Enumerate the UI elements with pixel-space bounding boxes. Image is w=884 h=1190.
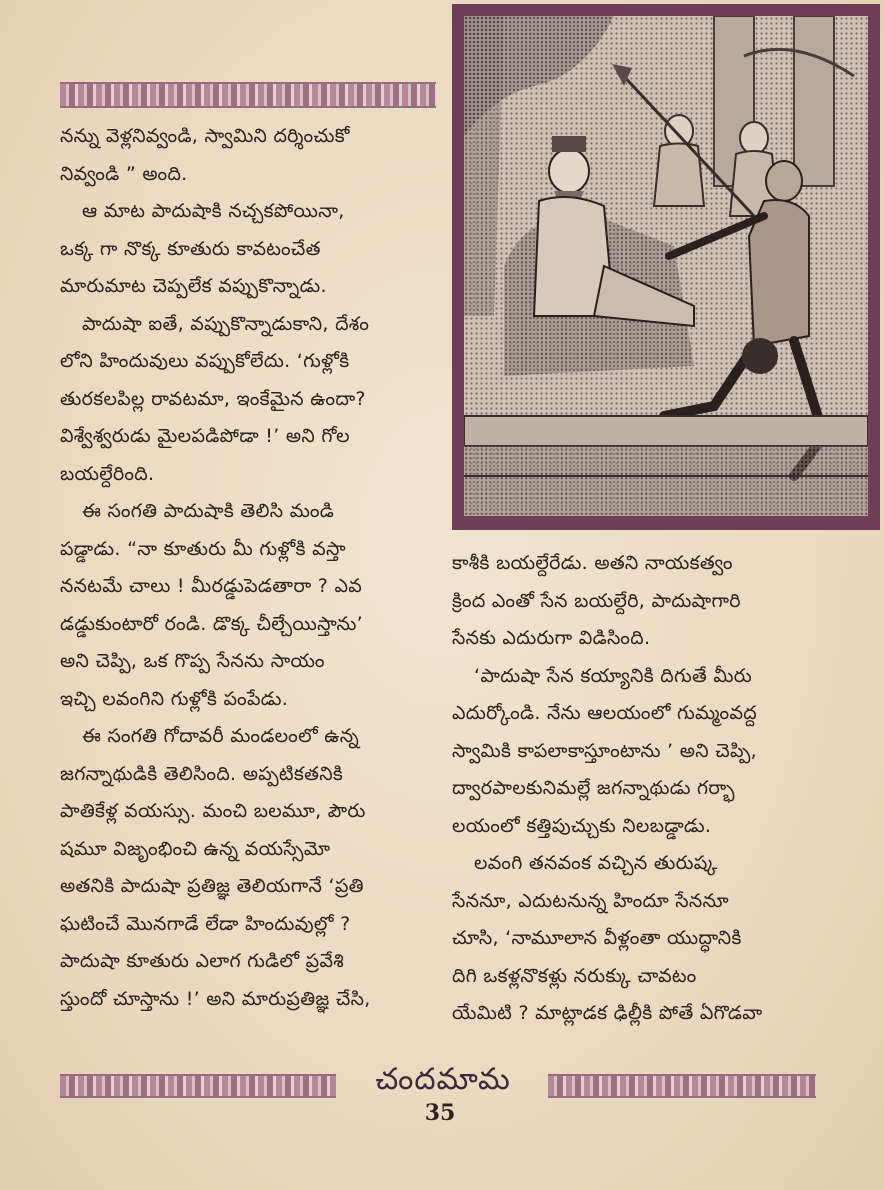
text-line: స్తుందో చూస్తాను !’ అని మారుప్రతిజ్ఞ చేసి,: [60, 987, 371, 1010]
text-line: సేనకు ఎదురుగా విడిసింది.: [452, 627, 651, 649]
text-line: క్రింద ఎంతో సేన బయల్దేరి, పాదుషాగారి: [452, 589, 741, 612]
text-line: అని చెప్పి, ఒక గొప్ప సేనను సాయం: [60, 650, 325, 672]
story-illustration: [452, 4, 880, 530]
text-line: పాతికేళ్ల వయస్సు. మంచి బలమూ, పౌరు: [60, 800, 366, 822]
text-line: లోని హిందువులు వప్పుకోలేదు. ‘గుళ్లోకి: [60, 350, 350, 372]
text-line: అతనికి పాదుషా ప్రతిజ్ఞ తెలియగానే ‘ప్రతి: [60, 875, 364, 897]
text-line: డడ్డుకుంటారో రండి. డొక్క చీల్చేయిస్తాను’: [60, 612, 364, 635]
text-line: తురకలపిల్ల రావటమా, ఇంకేమైన ఉందా?: [60, 387, 366, 410]
left-text-column: [60, 118, 436, 1018]
text-line: బయల్దేరింది.: [60, 462, 155, 485]
text-line: యేమిటి ? మాట్లాడక ఢిల్లీకి పోతే ఏగొడవా: [452, 1002, 763, 1024]
text-line: ననటమే చాలు ! మీరడ్డుపెడతారా ? ఎవ: [60, 575, 363, 597]
paragraph-start-line: ‘పాదుషా సేన కయ్యానికి దిగుతే మీరు: [474, 664, 752, 687]
paragraph-start-line: ఈ సంగతి పాదుషాకి తెలిసి మండి: [82, 500, 335, 522]
text-line: ఒక్క గా నొక్క కూతురు కావటంచేత: [60, 237, 321, 260]
text-line: సేననూ, ఎదుటనున్న హిందూ సేననూ: [452, 889, 729, 912]
text-line: నన్ను వెళ్లనివ్వండి, స్వామిని దర్శించుకో: [60, 125, 350, 147]
text-line: విశ్వేశ్వరుడు మైలపడిపోడా !’ అని గోల: [60, 425, 350, 447]
text-line: లయంలో కత్తిపుచ్చుకు నిలబడ్డాడు.: [452, 814, 712, 837]
text-line: షమూ విజృంభించి ఉన్న వయస్సేమో: [60, 837, 331, 860]
text-line: ఇచ్చి లవంగిని గుళ్లోకి పంపేడు.: [60, 687, 289, 710]
decorative-border-footer-left: [60, 1074, 336, 1098]
text-line: ఘటించే మొనగాడే లేడా హిందువుల్లో ?: [60, 912, 351, 935]
magazine-title: చందమామ: [375, 1062, 511, 1097]
illustration-drawing: [464, 16, 868, 516]
text-line: మారుమాట చెప్పలేక వప్పుకొన్నాడు.: [60, 275, 327, 297]
text-line: ద్వారపాలకునిమల్లే జగన్నాథుడు గర్భా: [452, 777, 735, 799]
page-number: 35: [424, 1100, 456, 1126]
text-line: కాశీకి బయల్దేరేడు. అతని నాయకత్వం: [452, 552, 733, 574]
text-line: నివ్వండి ” అంది.: [60, 162, 188, 185]
text-line: పడ్డాడు. “నా కూతురు మీ గుళ్లోకి వస్తా: [60, 537, 346, 560]
text-line: స్వామికి కాపలాకాస్తూంటాను ’ అని చెప్పి,: [452, 739, 757, 762]
decorative-border-top: [60, 82, 436, 108]
text-line: దిగి ఒకళ్లనొకళ్లు నరుక్కు చావటం: [452, 964, 697, 987]
text-line: పాదుషా కూతురు ఎలాగ గుడిలో ప్రవేశి: [60, 950, 345, 972]
text-line: ఎదుర్కోండి. నేను ఆలయంలో గుమ్మంవద్ద: [452, 702, 758, 724]
right-text-column: [452, 545, 822, 1033]
paragraph-start-line: ఈ సంగతి గోదావరీ మండలంలో ఉన్న: [82, 725, 360, 747]
decorative-border-footer-right: [548, 1074, 816, 1098]
paragraph-start-line: పాదుషా ఐతే, వప్పుకొన్నాడుకాని, దేశం: [82, 312, 370, 335]
paragraph-start-line: ఆ మాట పాదుషాకి నచ్చకపోయినా,: [82, 200, 345, 222]
text-line: జగన్నాథుడికి తెలిసింది. అప్పటికతనికి: [60, 762, 344, 785]
paragraph-start-line: లవంగి తనవంక వచ్చిన తురుష్క: [474, 852, 718, 874]
text-line: చూసి, ‘నామూలాన వీళ్లంతా యుద్ధానికి: [452, 927, 742, 949]
